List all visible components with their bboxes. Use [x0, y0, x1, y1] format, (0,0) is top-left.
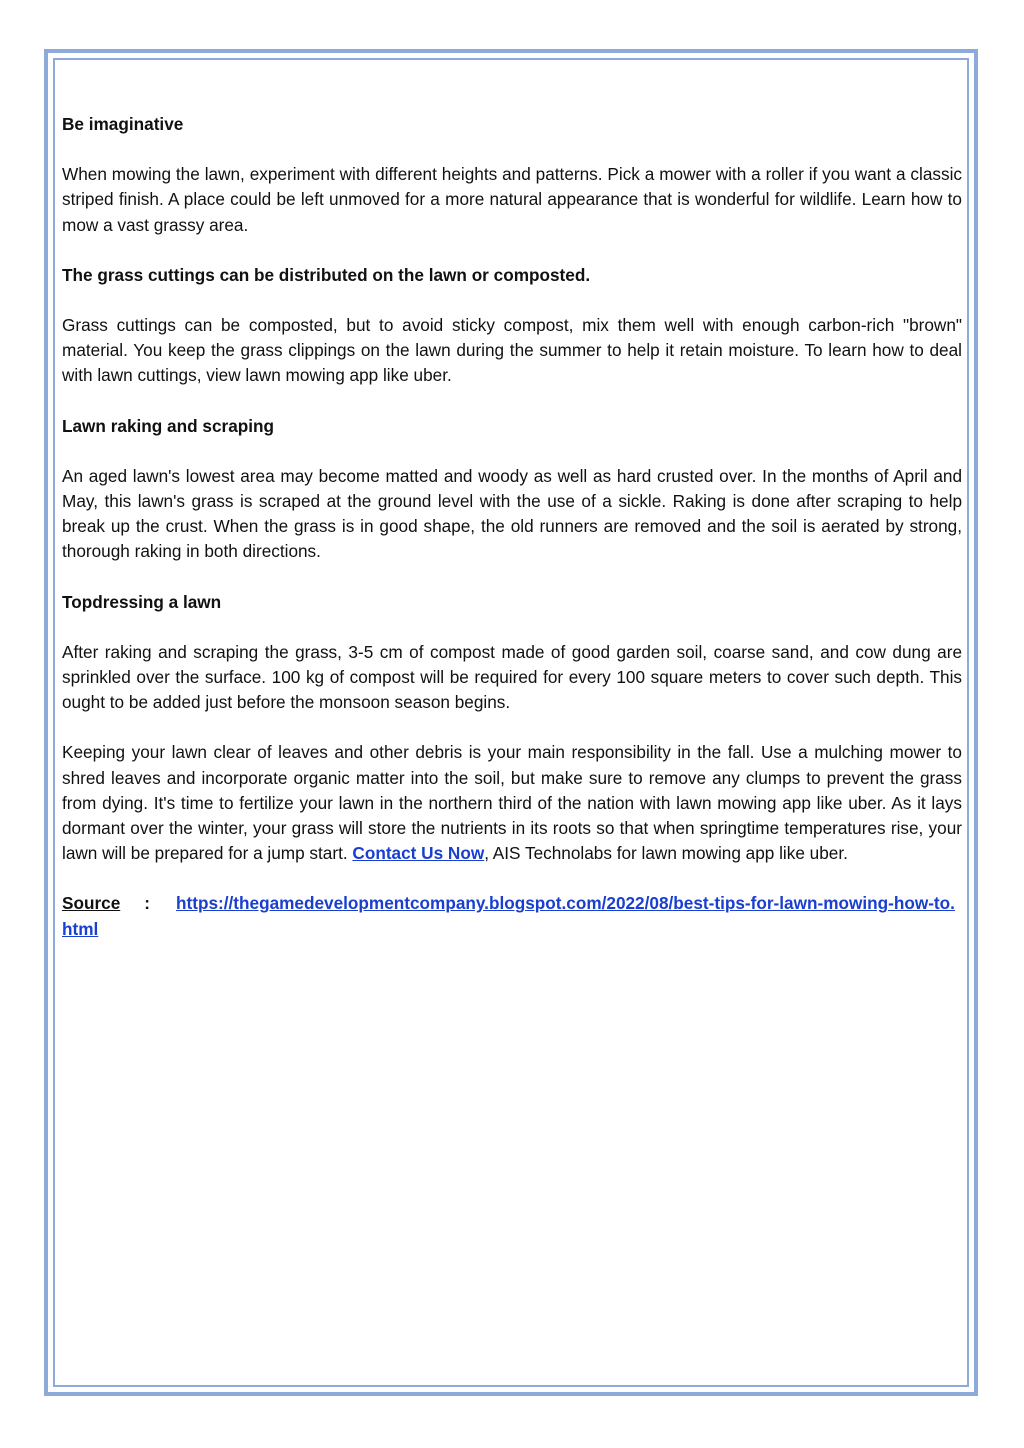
- source-url-link[interactable]: https://thegamedevelopmentcompany.blogspot.com/2022/08/best-tips-for-lawn-mowing-how-to.html: [62, 893, 955, 939]
- section-paragraph-topdressing: After raking and scraping the grass, 3-5 cm of compost made of good garden soil, coarse sand, and cow dung are sprinkled over the surface. 100 kg of compost will be required for every 100 square meters to cover such depth. This ought to be added just before the monsoon season begins.: [62, 641, 962, 713]
- source-label: Source: [62, 893, 121, 914]
- section-paragraph-imaginative: When mowing the lawn, experiment with different heights and patterns. Pick a mower with a roller if you want a classic striped finish. A place could be left unmoved for a more natural appearance that is wonderful for wildlife. Learn how to mow a vast grassy area.: [62, 164, 962, 235]
- source-separator: :: [144, 893, 151, 914]
- section-heading-imaginative: Be imaginative: [62, 114, 184, 134]
- section-heading-topdressing: Topdressing a lawn: [62, 591, 222, 612]
- closing-text-before-link: Keeping your lawn clear of leaves and other debris is your main responsibility in the fall. Use a mulching mower to shred leaves and incorporate organic matter into the soil, but make sure to remove any clumps to prevent the grass from dying. It's time to fertilize your lawn in the northern third of the nation with lawn mowing app like uber. As it lays dormant over the winter, your grass will store the nutrients in its roots so that when springtime temperatures rise, your lawn will be prepared for a jump start.: [62, 742, 962, 864]
- section-heading-raking: Lawn raking and scraping: [62, 415, 275, 436]
- contact-us-link[interactable]: Contact Us Now: [352, 843, 485, 864]
- closing-text-after-link: , AIS Technolabs for lawn mowing app like uber.: [484, 843, 848, 864]
- closing-paragraph: [62, 740, 962, 866]
- section-paragraph-raking: An aged lawn's lowest area may become matted and woody as well as hard crusted over. In the months of April and May, this lawn's grass is scraped at the ground level with the use of a sickle. Raking is done after scraping to help break up the crust. When the grass is in good shape, the old runners are removed and the soil is aerated by strong, thorough raking in both directions.: [62, 465, 962, 562]
- document-body: [62, 112, 962, 942]
- source-line: [62, 891, 962, 941]
- section-paragraph-grass-cuttings: Grass cuttings can be composted, but to avoid sticky compost, mix them well with enough carbon-rich "brown" material. You keep the grass clippings on the lawn during the summer to help it retain moisture. To learn how to deal with lawn cuttings, view lawn mowing app like uber.: [62, 315, 962, 386]
- section-heading-grass-cuttings: The grass cuttings can be distributed on the lawn or composted.: [62, 264, 591, 285]
